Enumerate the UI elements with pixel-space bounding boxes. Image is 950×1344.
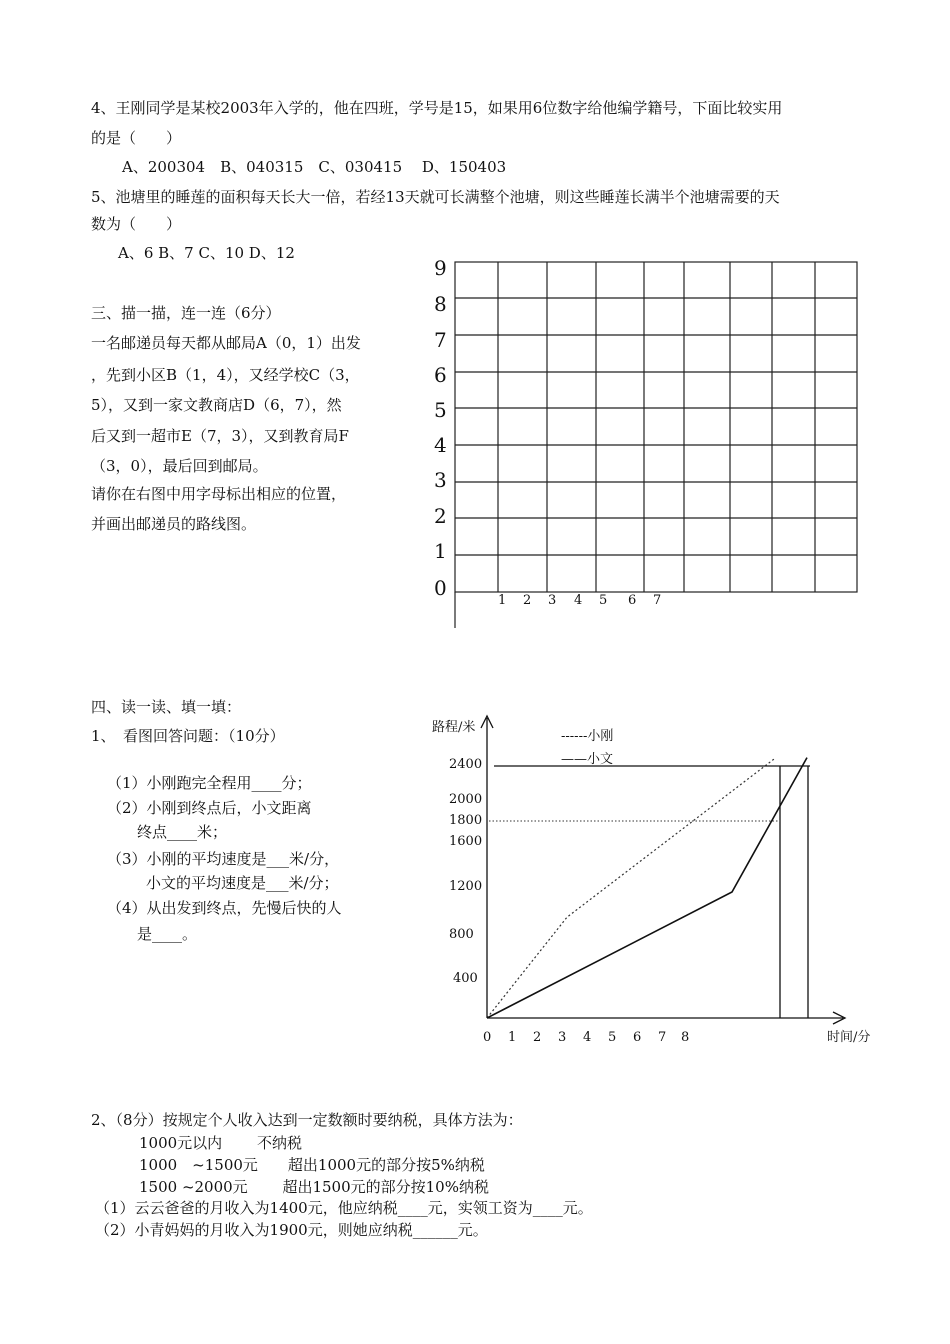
q2-rule: 1000元以内 不纳税 xyxy=(139,1134,302,1152)
chart-x-tick: 6 xyxy=(633,1030,642,1045)
q1-line: （1）小刚跑完全程用____分； xyxy=(107,774,312,792)
chart-x-tick: 0 xyxy=(483,1030,492,1045)
grid-x-label: 7 xyxy=(653,593,662,608)
chart-y-tick: 1600 xyxy=(449,834,483,849)
chart-y-tick: 1800 xyxy=(449,813,483,828)
section3-line: 请你在右图中用字母标出相应的位置， xyxy=(91,485,347,503)
q2-question: （1）云云爸爸的月收入为1400元，他应纳税____元，实领工资为____元。 xyxy=(95,1199,593,1217)
q2-question: （2）小青妈妈的月收入为1900元，则她应纳税______元。 xyxy=(95,1221,488,1239)
grid-x-label: 3 xyxy=(548,593,557,608)
q1-line: （3）小刚的平均速度是___米/分， xyxy=(107,850,340,868)
grid-x-label: 1 xyxy=(498,593,507,608)
chart-x-tick: 7 xyxy=(658,1030,667,1045)
section3-line: 一名邮递员每天都从邮局A（0，1）出发 xyxy=(91,334,361,352)
q4-line2: 的是（ ） xyxy=(91,129,182,147)
q5-line1: 5、池塘里的睡莲的面积每天长大一倍，若经13天就可长满整个池塘，则这些睡莲长满半个池塘需要的天 xyxy=(91,188,780,206)
chart-x-tick: 2 xyxy=(533,1030,542,1045)
q2-rule: 1500 ~2000元 超出1500元的部分按10%纳税 xyxy=(139,1178,489,1196)
chart-ylabel: 路程/米 xyxy=(432,720,476,735)
series-xiaowen xyxy=(487,758,807,1018)
q4-line1: 4、王刚同学是某校2003年入学的，他在四班，学号是15，如果用6位数字给他编学籍号，下面比较实用 xyxy=(91,99,783,117)
chart-y-tick: 400 xyxy=(453,971,478,986)
grid-y-label: 9 xyxy=(434,256,447,280)
chart-x-tick: 3 xyxy=(558,1030,567,1045)
chart-legend-xiaogang: ------小刚 xyxy=(561,729,614,744)
section3-line: 并画出邮递员的路线图。 xyxy=(91,515,257,533)
section3-line: （3，0），最后回到邮局。 xyxy=(91,457,268,475)
section3-title: 三、描一描，连一连（6分） xyxy=(91,304,281,322)
q5-options: A、6 B、7 C、10 D、12 xyxy=(118,244,295,262)
chart-y-tick: 1200 xyxy=(449,879,483,894)
grid-x-label: 4 xyxy=(574,593,583,608)
grid-y-label: 0 xyxy=(434,576,447,600)
chart-y-tick: 2000 xyxy=(449,792,483,807)
q1-line: 终点____米； xyxy=(137,823,228,841)
grid-y-label: 8 xyxy=(434,292,447,316)
q2-rule: 1000 ~1500元 超出1000元的部分按5%纳税 xyxy=(139,1156,485,1174)
q2-title: 2、（8分）按规定个人收入达到一定数额时要纳税，具体方法为： xyxy=(91,1111,523,1129)
q1-line: （4）从出发到终点，先慢后快的人 xyxy=(107,899,342,917)
grid-y-label: 5 xyxy=(434,398,447,422)
chart-x-tick: 5 xyxy=(608,1030,617,1045)
section3-line: 后又到一超市E（7，3），又到教育局F xyxy=(91,427,349,445)
chart-x-tick: 8 xyxy=(681,1030,690,1045)
grid-x-label: 6 xyxy=(628,593,637,608)
chart-y-arrow xyxy=(481,716,493,728)
chart-legend-xiaowen: ——小文 xyxy=(561,752,614,767)
grid-y-label: 2 xyxy=(434,504,447,528)
chart-x-arrow xyxy=(833,1012,845,1024)
section3-line: ，先到小区B（1，4），又经学校C（3， xyxy=(91,366,360,384)
q1-line: 是____。 xyxy=(137,925,198,943)
q1-title: 1、 看图回答问题：（10分） xyxy=(91,727,285,745)
q1-line: （2）小刚到终点后，小文距离 xyxy=(107,799,312,817)
series-xiaogang xyxy=(487,759,775,1018)
section3-line: 5），又到一家文教商店D（6，7），然 xyxy=(91,396,342,414)
grid-x-label: 5 xyxy=(599,593,608,608)
section4-title: 四、读一读、填一填： xyxy=(91,698,242,716)
chart-x-tick: 4 xyxy=(583,1030,592,1045)
grid-y-label: 7 xyxy=(434,328,447,352)
chart-y-tick: 2400 xyxy=(449,757,483,772)
q4-options: A、200304 B、040315 C、030415 D、150403 xyxy=(122,158,507,176)
grid-y-label: 3 xyxy=(434,468,447,492)
q1-line: 小文的平均速度是___米/分； xyxy=(146,874,339,892)
chart-x-tick: 1 xyxy=(508,1030,517,1045)
grid-x-label: 2 xyxy=(523,593,532,608)
grid-y-label: 4 xyxy=(434,433,447,457)
grid-y-label: 1 xyxy=(434,539,447,563)
q5-line2: 数为（ ） xyxy=(91,215,182,233)
chart-y-tick: 800 xyxy=(449,927,474,942)
grid-y-label: 6 xyxy=(434,363,447,387)
chart-xlabel: 时间/分 xyxy=(827,1030,871,1045)
